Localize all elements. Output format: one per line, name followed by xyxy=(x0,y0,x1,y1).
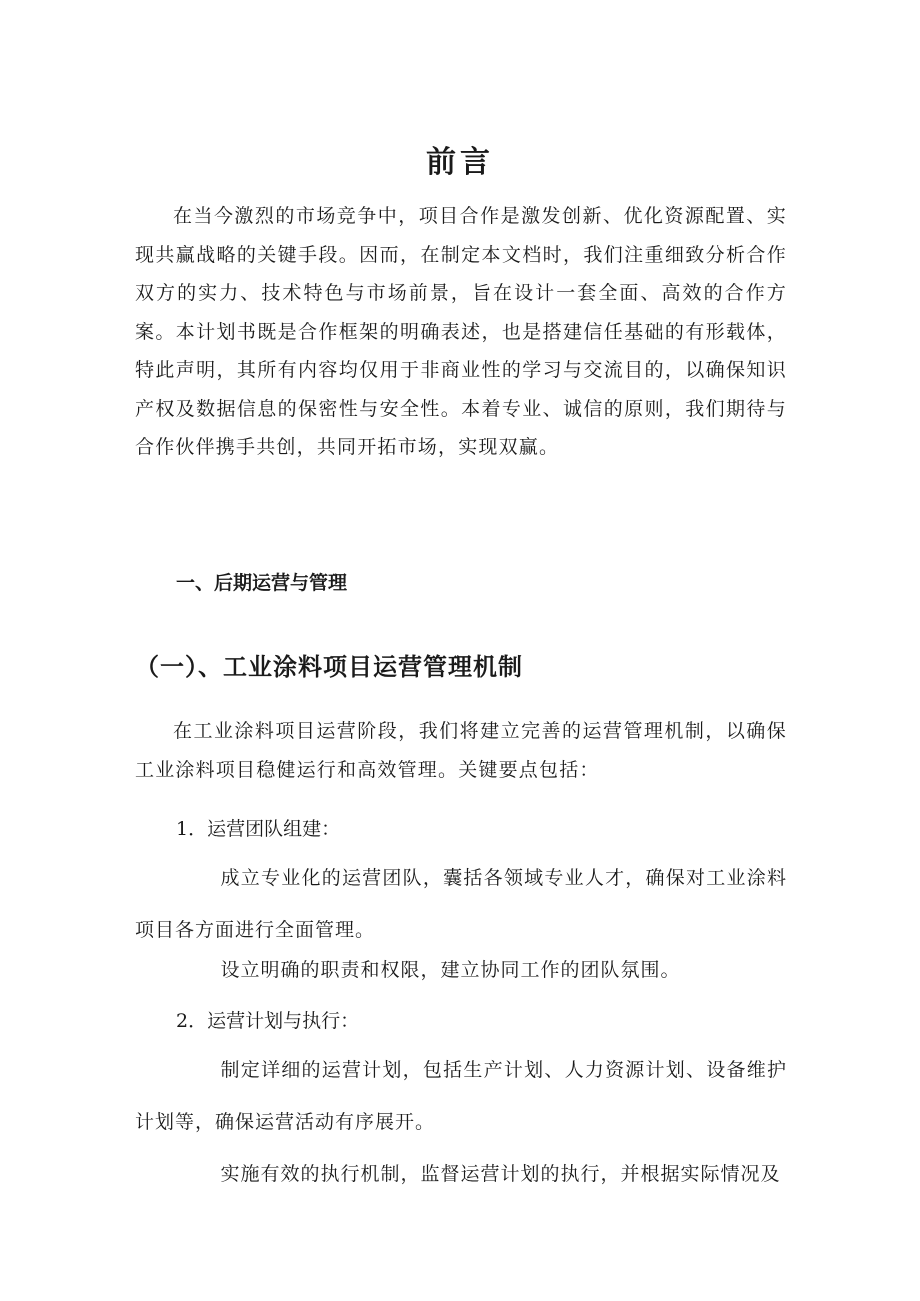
list-item-point: 成立专业化的运营团队，囊括各领域专业人才，确保对工业涂料项目各方面进行全面管理。 xyxy=(135,867,787,941)
mechanism-paragraph: 在工业涂料项目运营阶段，我们将建立完善的运营管理机制，以确保工业涂料项目稳健运行和高效管理。关键要点包括： xyxy=(135,720,787,781)
list-item-point: 实施有效的执行机制，监督运营计划的执行，并根据实际情况及 xyxy=(220,1163,781,1185)
list-item-title: 2．运营计划与执行： xyxy=(176,1010,360,1032)
intro-paragraph: 在当今激烈的市场竞争中，项目合作是激发创新、优化资源配置、实现共赢战略的关键手段。因而，在制定本文档时，我们注重细致分析合作双方的实力、技术特色与市场前景，旨在设计一套全面、高效的合作方案。本计划书既是合作框架的明确表述，也是搭建信任基础的有形载体，特此声明，其所有内容均仅用于非商业性的学习与交流目的，以确保知识产权及数据信息的保密性与安全性。本着专业、诚信的原则，我们期待与合作伙伴携手共创，共同开拓市场，实现双赢。 xyxy=(135,205,787,458)
page-title: 前言 xyxy=(426,145,494,181)
section-heading: 一、后期运营与管理 xyxy=(176,572,348,594)
subsection-heading: （一）、工业涂料项目运营管理机制 xyxy=(135,652,523,681)
list-item-point: 制定详细的运营计划，包括生产计划、人力资源计划、设备维护计划等，确保运营活动有序展开。 xyxy=(135,1059,787,1133)
list-item-title: 1．运营团队组建： xyxy=(176,818,341,840)
list-item-point: 设立明确的职责和权限，建立协同工作的团队氛围。 xyxy=(220,959,681,981)
